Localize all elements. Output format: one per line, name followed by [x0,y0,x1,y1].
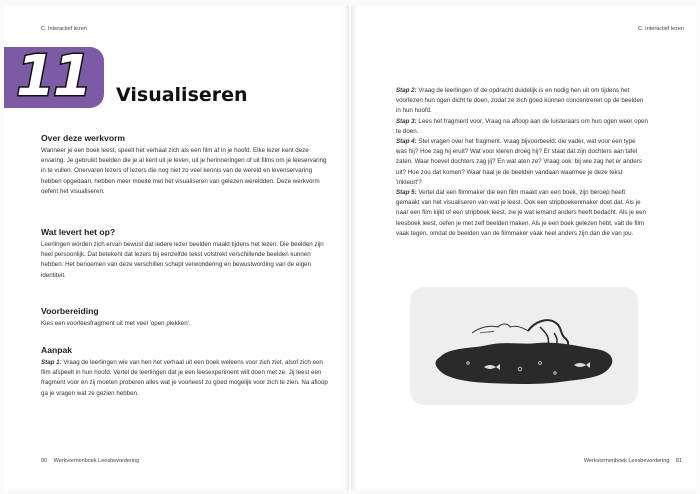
water-pool [436,343,613,384]
right-page [351,6,696,490]
step-paragraph [396,137,648,188]
page-footer [584,458,682,464]
left-page [4,6,349,490]
chapter-number: 11 [16,44,90,109]
step-text: Vraag de leerlingen of de opdracht duidelijk is en nodig hen uit om tijdens het voorlezen hun ogen dicht te doen, zodat ze zich goed kunnen concentreren op de beelden in hun hoofd. [396,87,644,115]
step-paragraph [396,188,648,239]
steps-column [396,86,648,239]
section-text: Wanneer je een boek leest, speelt het verhaal zich als een film af in je hoofd. Elke lezer kent deze ervaring. Je gebruikt beelden die je al kent uit je leven, uit je herinneringen of uit films om je leeservaring in te vullen. Onervaren lezers of lezers die nog niet zo veel kennis van de wereld en levenservaring hebben opgedaan, hebben meer moeite met het visualiseren van gelezen wereldden. Deze werkvorm oefent het visualiseren. [41,147,327,195]
book-title: Werkvormenboek Leesbevordering [583,458,670,464]
section-heading: Over deze werkvorm [41,133,126,143]
section-aanpak [41,345,329,399]
page-footer [41,458,139,464]
step-label: Stap 1: [41,359,62,366]
section-voorbereiding [41,306,329,329]
section-heading: Aanpak [41,345,73,355]
step-label: Stap 3: [396,117,417,125]
step-label: Stap 2: [396,87,417,94]
chapter-title: Visualiseren [116,84,248,106]
step-text: Vertel dat een filmmaker die een film maakt van een boek, zijn beroep heeft gemaakt van het visualiseren van wat je leest. Ook een stripboekenmaker doet dat. Als je naar een film kijkt of een stripboek leest, zie je wat iemand anders heeft bedacht. Als je een leesboek leest, oefen je met zelf beelden maken. Als je een boek gelezen hebt, valt de film vaak tegen, omdat de beelden van de filmmaker vaak heel anders zijn dan die van jou. [396,189,647,237]
face-in-water-illustration [410,287,638,405]
page-number: 80 [41,458,48,464]
step-text: Stel vragen over het fragment. Vraag bijvoorbeeld: die vader, wat voor een type was hij? Hoe zag hij eruit? Wat voor kleren droeg hij? Er staat dat zijn dochters aan tafel zaten. Waar hoevel dochters zag jij? En wat aten ze? Vraag ook: bij wie zag het er anders uit? Hoe zou dat komen? Waar haal je de beelden vandaan waarmee je deze tekst 'inkleurt'? [396,138,642,186]
step-paragraph [396,117,648,137]
face-profile [472,324,528,333]
illustration-drawing [410,287,638,405]
step-paragraph [41,358,329,399]
step-text: Vraag de leerlingen wie van hen het verhaal uit een boek weleens voor zich ziet, alsof zich een film afspeelt in hun hoofd. Vertel de leerlingen dat je een leesexperiment wilt doen met ze. Jij leest een fragment voor en zij moeten proberen alles wat je voorleest zo goed mogelijk voor zich te zien. Na afloop ga je vragen wat ze gezien hebben. [41,359,328,397]
section-text: Leerlingen worden zich ervan bewust dat iedere lezer beelden maakt tijdens het lezen. Die beelden zijn heel persoonlijk. Dat betekent dat lezers bij eenzelfde tekst volstrekt verschillende beelden kunnen hebben. Het benoemen van deze verschillen schept verwondering en bewustwording van de eigen identiteit. [41,241,324,279]
section-heading: Wat levert het op? [41,227,116,237]
running-head: C. Interactief lezen [638,26,684,32]
step-text: Lees het fragment voor. Vraag na afloop aan de luisteraars om hun ogen weer open te doen. [396,117,648,135]
section-text: Kies een voorleesfragment uit met veel 'open plekken'. [41,320,191,327]
section-wat-levert-het-op [41,227,329,281]
page-number: 81 [675,458,682,464]
step-label: Stap 5: [396,189,417,197]
step-paragraph [396,86,648,117]
step-label: Stap 4: [396,138,417,146]
book-title: Werkvormenboek Leesbevordering [53,458,140,464]
section-over-deze-werkvorm [41,133,329,197]
section-heading: Voorbereiding [41,306,99,316]
running-head: C. Interactief lezen [41,26,87,32]
